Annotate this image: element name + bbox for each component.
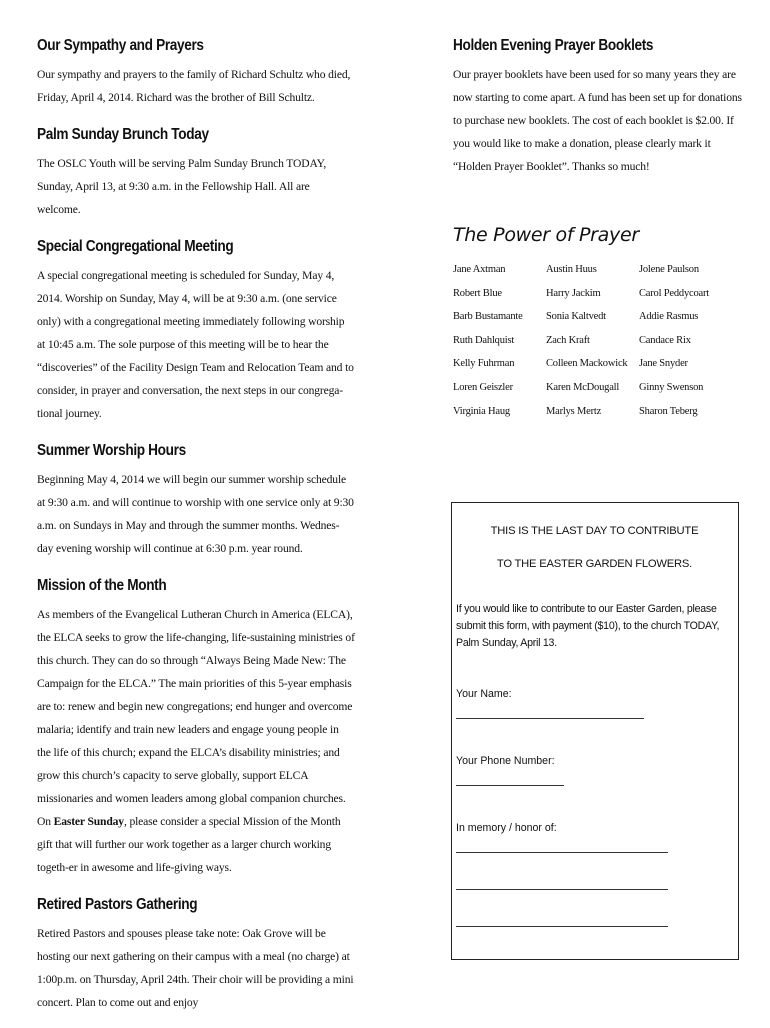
phone-field-line[interactable] bbox=[456, 767, 564, 786]
prayer-name: Harry Jackim bbox=[546, 287, 601, 299]
prayer-name: Jane Snyder bbox=[639, 358, 688, 370]
section-title: Our Sympathy and Prayers bbox=[37, 37, 204, 54]
form-instructions: If you would like to contribute to our Easter Garden, please submit this form, with payment ($10), to the church TODAY, Palm Sunday, April 13. bbox=[456, 603, 720, 649]
prayer-title: The Power of Prayer bbox=[453, 224, 639, 246]
section-title: Summer Worship Hours bbox=[37, 442, 186, 459]
section-body: Our sympathy and prayers to the family of Richard Schultz who died, Friday, April 4, 2014. Richard was the brother of Bill Schultz. bbox=[37, 68, 351, 104]
prayer-name: Barb Bustamante bbox=[453, 311, 523, 323]
prayer-name: Colleen Mackowick bbox=[546, 358, 628, 370]
phone-label: Your Phone Number: bbox=[456, 755, 555, 767]
section-body bbox=[37, 603, 355, 879]
section-title: Holden Evening Prayer Booklets bbox=[453, 37, 654, 54]
prayer-name: Austin Huus bbox=[546, 264, 597, 275]
prayer-name: Marlys Mertz bbox=[546, 405, 602, 417]
prayer-name: Carol Peddycoart bbox=[639, 287, 709, 299]
section-title: Retired Pastors Gathering bbox=[37, 896, 198, 913]
prayer-name: Ruth Dahlquist bbox=[453, 334, 515, 346]
easter-sunday-emphasis: Easter Sunday bbox=[53, 815, 124, 828]
memory-label: In memory / honor of: bbox=[456, 822, 557, 834]
prayer-name: Sonia Kaltvedt bbox=[546, 311, 606, 323]
prayer-name: Candace Rix bbox=[639, 334, 691, 346]
right-column bbox=[453, 34, 743, 423]
retired-pastors-section bbox=[37, 893, 355, 1014]
form-heading-line1: THIS IS THE LAST DAY TO CONTRIBUTE bbox=[490, 525, 699, 537]
left-column bbox=[37, 34, 355, 1028]
prayer-section bbox=[453, 222, 743, 423]
prayer-name: Loren Geiszler bbox=[453, 381, 513, 393]
prayer-name: Jane Axtman bbox=[453, 264, 506, 275]
holden-section bbox=[453, 34, 743, 178]
section-title: Special Congregational Meeting bbox=[37, 238, 234, 255]
section-body: Beginning May 4, 2014 we will begin our summer worship schedule at 9:30 a.m. and will continue to worship with one service only at 9:30 a.m. on Sundays in May and through the summer months. Wednes-day evening worship will continue at 6:30 p.m. year round. bbox=[37, 473, 354, 555]
prayer-name: Ginny Swenson bbox=[639, 381, 704, 393]
mission-text-part: As members of the Evangelical Lutheran Church in America (ELCA), the ELCA seeks to grow the life-changing, life-sustaining ministries of this church. They can do so through “Always Being Made New: The Campaign for the ELCA.” The main priorities of this 5-year emphasis are to: renew and begin new congregations; end hunger and overcome malaria; identify and train new leaders and engage young people in the life of this church; expand the ELCA’s disability ministries; and grow this church’s capacity to serve globally, support ELCA missionaries and women leaders among global companion churches. On bbox=[37, 608, 355, 828]
easter-garden-form bbox=[451, 502, 739, 960]
section-body: A special congregational meeting is scheduled for Sunday, May 4, 2014. Worship on Sunday, May 4, will be at 9:30 a.m. (one service only) with a congregational meeting immediately following worship at 10:45 a.m. The sole purpose of this meeting will be to hear the “discoveries” of the Facility Design Team and Relocation Team and to consider, in prayer and conversation, the next steps in our congrega-tional journey. bbox=[37, 269, 354, 420]
prayer-name: Karen McDougall bbox=[546, 381, 620, 393]
prayer-names-grid bbox=[453, 258, 743, 423]
name-field-line[interactable] bbox=[456, 700, 644, 719]
summer-hours-section bbox=[37, 439, 355, 560]
prayer-name: Robert Blue bbox=[453, 287, 502, 299]
memory-field-line-2[interactable] bbox=[456, 871, 668, 890]
prayer-name: Addie Rasmus bbox=[639, 311, 699, 323]
mission-text-part: , please consider a special Mission of the Month gift that will further our work together as a larger church working togeth-er in awesome and life-giving ways. bbox=[37, 815, 341, 874]
name-label: Your Name: bbox=[456, 688, 512, 700]
prayer-name: Virginia Haug bbox=[453, 405, 510, 417]
section-body: Our prayer booklets have been used for so many years they are now starting to come apart. A fund has been set up for donations to purchase new booklets. The cost of each booklet is $2.00. If you would like to make a donation, please clearly mark it “Holden Prayer Booklet”. Thanks so much! bbox=[453, 68, 742, 173]
section-body: The OSLC Youth will be serving Palm Sunday Brunch TODAY, Sunday, April 13, at 9:30 a.m. in the Fellowship Hall. All are welcome. bbox=[37, 157, 327, 216]
section-body: Retired Pastors and spouses please take note: Oak Grove will be hosting our next gathering on their campus with a meal (no charge) at 1:00p.m. on Thursday, April 24th. Their choir will be providing a mini concert. Plan to come out and enjoy bbox=[37, 927, 354, 1009]
brunch-section bbox=[37, 123, 355, 221]
mission-section bbox=[37, 574, 355, 879]
section-title: Mission of the Month bbox=[37, 577, 167, 594]
prayer-name: Zach Kraft bbox=[546, 334, 590, 346]
memory-field-line-3[interactable] bbox=[456, 908, 668, 927]
prayer-name: Sharon Teberg bbox=[639, 405, 698, 417]
section-title: Palm Sunday Brunch Today bbox=[37, 126, 209, 143]
memory-field-line-1[interactable] bbox=[456, 834, 668, 853]
meeting-section bbox=[37, 235, 355, 425]
sympathy-section bbox=[37, 34, 355, 109]
prayer-name: Kelly Fuhrman bbox=[453, 358, 515, 370]
form-heading-line2: TO THE EASTER GARDEN FLOWERS. bbox=[496, 558, 693, 570]
prayer-name: Jolene Paulson bbox=[639, 264, 699, 275]
